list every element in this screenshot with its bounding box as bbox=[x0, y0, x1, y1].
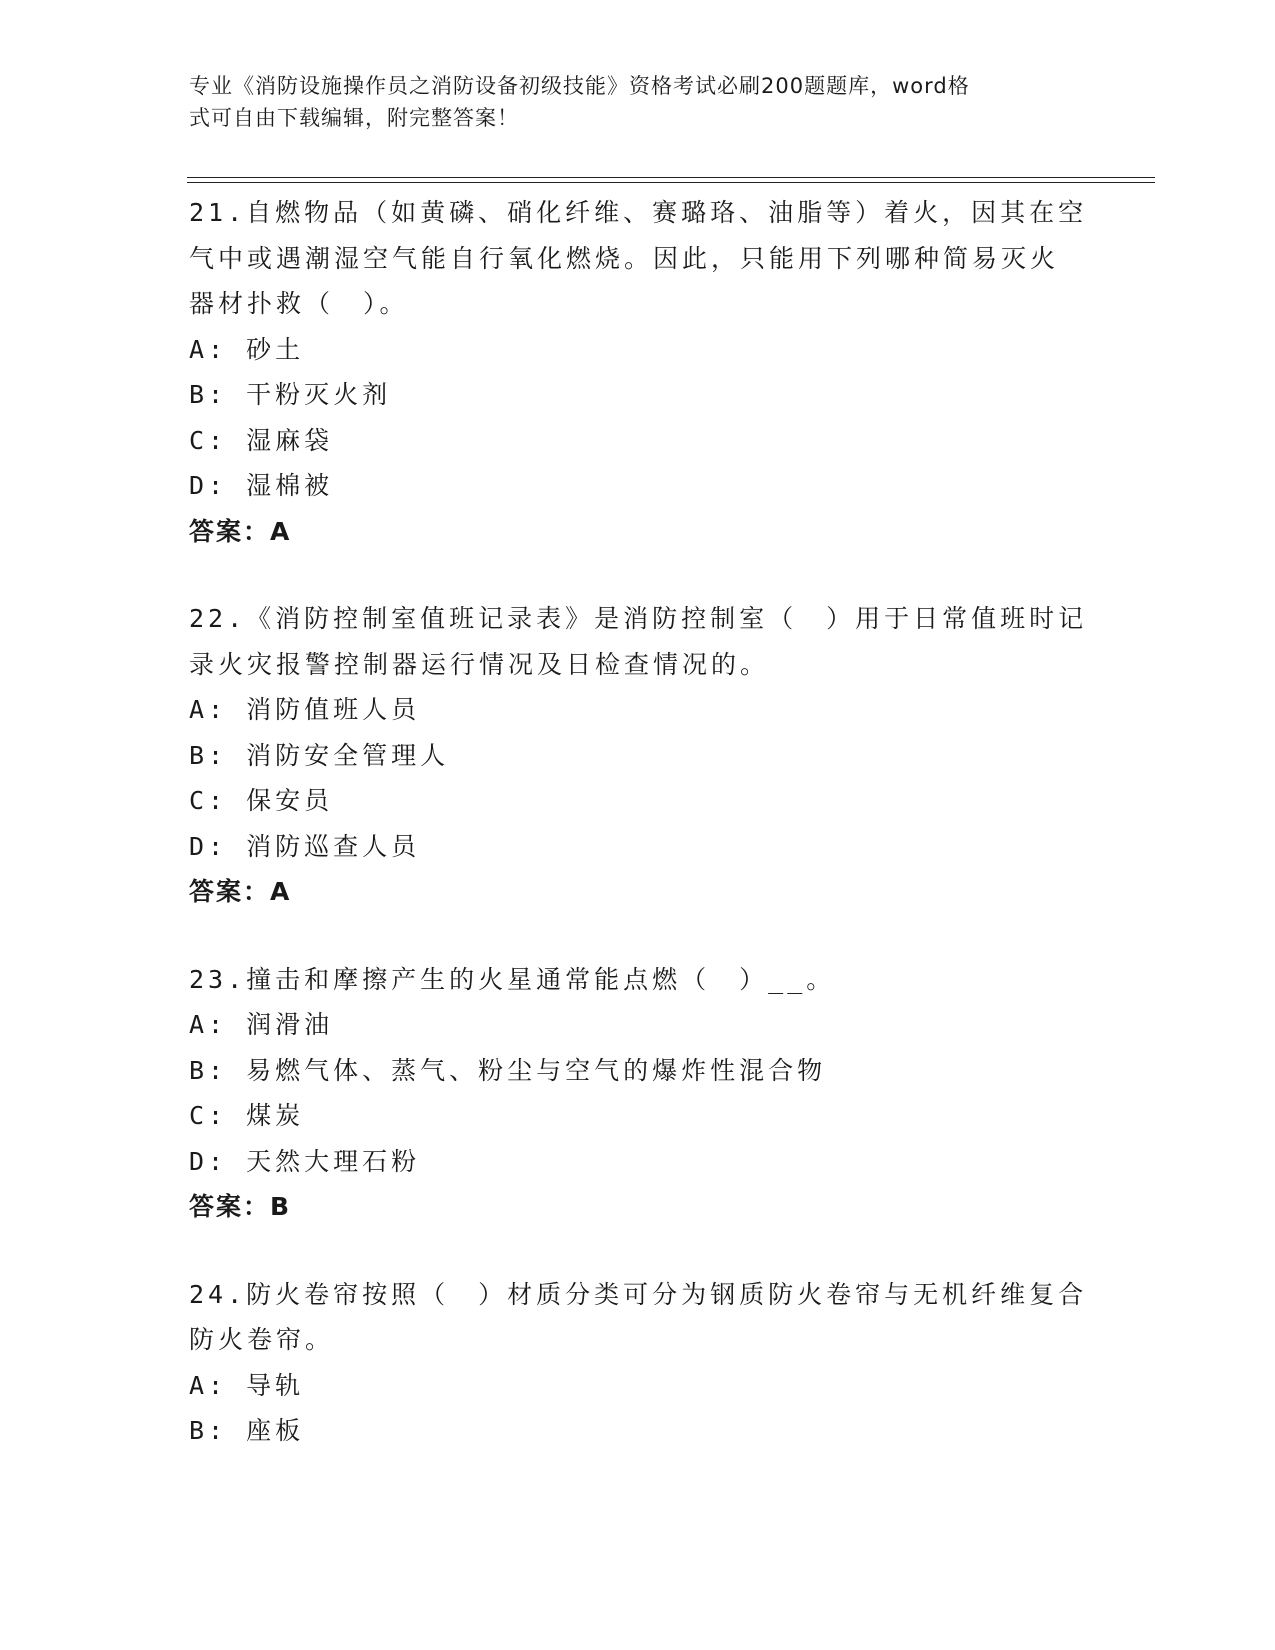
question-22 bbox=[189, 596, 1089, 915]
question-text-line: 防火卷帘。 bbox=[189, 1325, 335, 1354]
question-text-line: 气中或遇潮湿空气能自行氧化燃烧。因此，只能用下列哪种简易灭火 bbox=[189, 243, 1060, 273]
option-a: A: 消防值班人员 bbox=[189, 695, 421, 724]
option-d: D: 消防巡查人员 bbox=[189, 831, 421, 861]
question-text-line: 24.防火卷帘按照（ ）材质分类可分为钢质防火卷帘与无机纤维复合 bbox=[189, 1279, 1088, 1309]
option-a: A: 润滑油 bbox=[189, 1010, 334, 1039]
header-divider-bottom bbox=[187, 182, 1155, 183]
option-a: A: 砂土 bbox=[189, 334, 305, 364]
header-line-2: 式可自由下载编辑，附完整答案！ bbox=[189, 106, 519, 130]
option-b: B: 干粉灭火剂 bbox=[189, 380, 392, 409]
option-c: C: 煤炭 bbox=[189, 1101, 305, 1130]
question-text-line: 器材扑救（ ）。 bbox=[189, 289, 409, 318]
answer-text: 答案：A bbox=[189, 516, 292, 546]
option-c: C: 保安员 bbox=[189, 786, 334, 815]
question-23 bbox=[189, 957, 1089, 1230]
question-21 bbox=[189, 190, 1089, 554]
option-d: D: 天然大理石粉 bbox=[189, 1146, 421, 1176]
option-b: B: 消防安全管理人 bbox=[189, 740, 450, 770]
option-a: A: 导轨 bbox=[189, 1370, 305, 1400]
option-d: D: 湿棉被 bbox=[189, 471, 334, 500]
question-text-line: 录火灾报警控制器运行情况及日检查情况的。 bbox=[189, 649, 770, 679]
question-text-line: 22.《消防控制室值班记录表》是消防控制室（ ）用于日常值班时记 bbox=[189, 604, 1088, 633]
option-b: B: 座板 bbox=[189, 1416, 305, 1445]
question-24 bbox=[189, 1272, 1089, 1454]
answer-text: 答案：A bbox=[189, 877, 292, 906]
question-list bbox=[189, 190, 1089, 1496]
document-header bbox=[189, 70, 1089, 134]
question-text-line: 23.撞击和摩擦产生的火星通常能点燃（ ）__。 bbox=[189, 964, 836, 994]
answer-text: 答案：B bbox=[189, 1192, 292, 1221]
header-divider-top bbox=[187, 177, 1155, 178]
option-c: C: 湿麻袋 bbox=[189, 425, 334, 455]
question-text-line: 21.自燃物品（如黄磷、硝化纤维、赛璐珞、油脂等）着火，因其在空 bbox=[189, 198, 1088, 227]
header-line-1: 专业《消防设施操作员之消防设备初级技能》资格考试必刷200题题库，word格 bbox=[189, 74, 970, 98]
option-b: B: 易燃气体、蒸气、粉尘与空气的爆炸性混合物 bbox=[189, 1055, 827, 1085]
